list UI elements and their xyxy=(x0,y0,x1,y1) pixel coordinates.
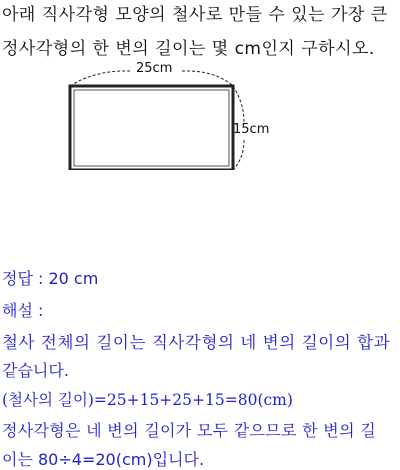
side-dimension-arc-top xyxy=(233,86,244,122)
explanation-title: 해설 : xyxy=(2,301,44,320)
explanation-line-5: 이는 80÷4=20(cm)입니다. xyxy=(2,450,205,469)
answer-text: 정답 : 20 cm xyxy=(2,269,99,288)
question-line-2: 정사각형의 한 변의 길이는 몇 cm인지 구하시오. xyxy=(2,39,375,59)
top-dimension-label: 25cm xyxy=(136,61,173,76)
explanation-line-2: 같습니다. xyxy=(2,361,69,380)
explanation-line-4: 정사각형은 네 변의 길이가 모두 같으므로 한 변의 길 xyxy=(2,421,376,440)
side-dimension-arc-bottom xyxy=(233,140,244,170)
explanation-line-3: (철사의 길이)=25+15+25+15=80(cm) xyxy=(2,391,293,409)
rectangle-figure xyxy=(60,58,290,170)
rectangle-diagram xyxy=(60,58,290,170)
top-dimension-arc-left xyxy=(70,71,130,86)
wire-rectangle-outer xyxy=(70,86,233,170)
wire-rectangle-inner xyxy=(74,90,229,166)
question-line-1: 아래 직사각형 모양의 철사로 만들 수 있는 가장 큰 xyxy=(2,5,388,25)
side-dimension-label: 15cm xyxy=(233,122,270,137)
top-dimension-arc-right xyxy=(182,71,233,86)
explanation-line-1: 철사 전체의 길이는 직사각형의 네 변의 길이의 합과 xyxy=(2,333,391,352)
